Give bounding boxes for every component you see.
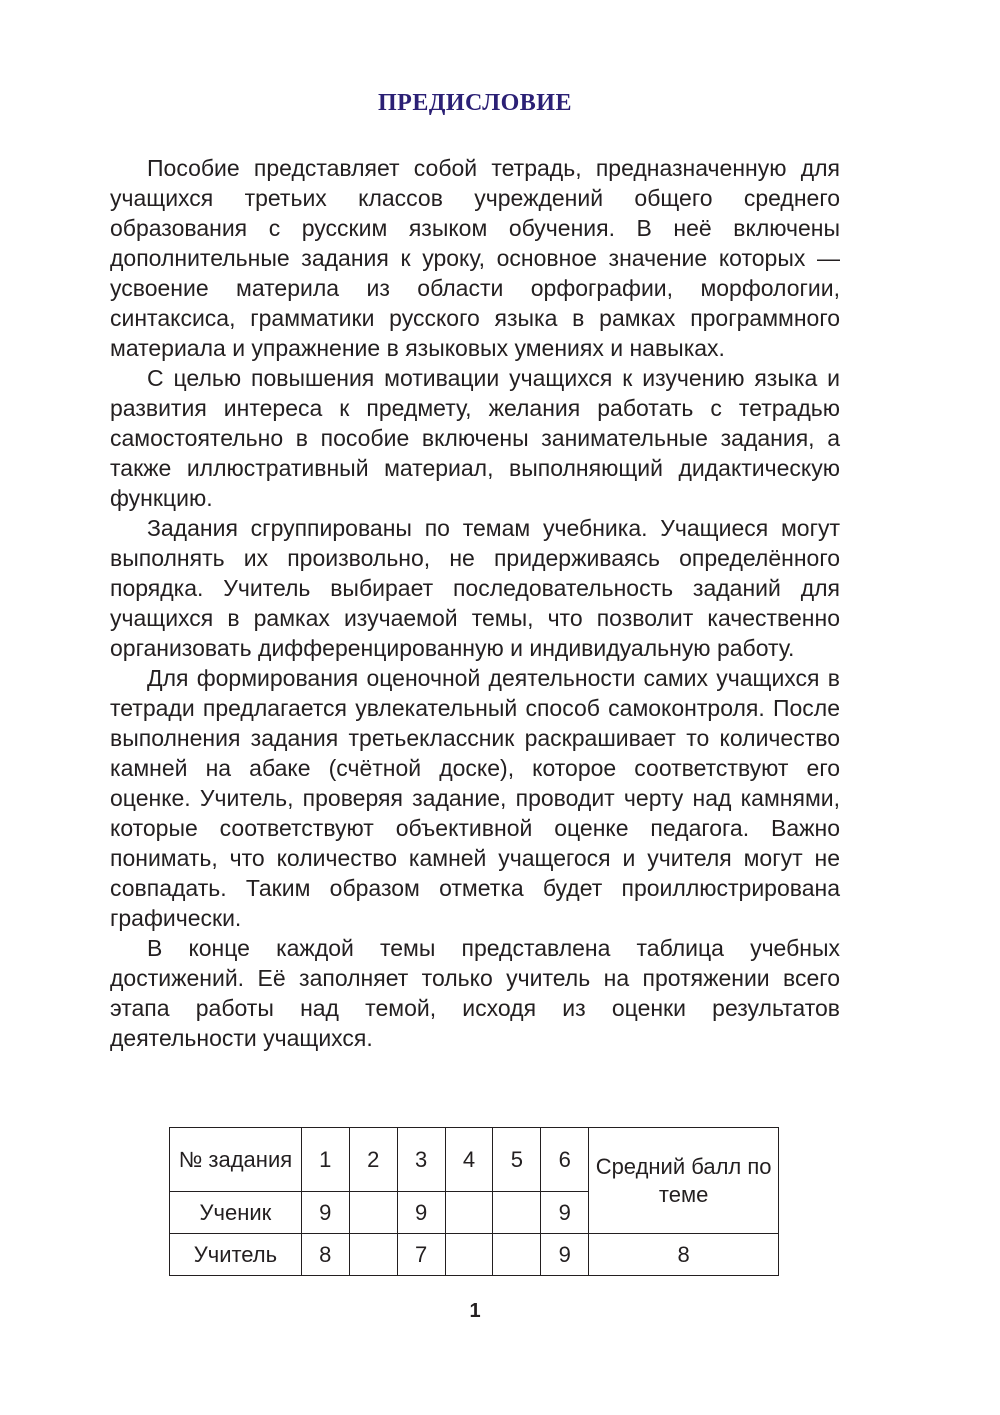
task-number-cell: 3 <box>397 1128 445 1192</box>
average-score-header: Средний балл по теме <box>589 1128 779 1234</box>
score-cell: 9 <box>541 1192 589 1234</box>
paragraph-5: В конце каждой темы представлена таблица учебных достижений. Её заполняет только учитель на протяжении всего этапа работы над темой, исходя из оценки результатов деятельности учащихся. <box>110 935 840 1051</box>
task-number-cell: 4 <box>445 1128 493 1192</box>
score-cell <box>445 1234 493 1276</box>
score-cell <box>445 1192 493 1234</box>
task-number-header: № задания <box>170 1128 302 1192</box>
score-cell: 9 <box>541 1234 589 1276</box>
task-number-cell: 5 <box>493 1128 541 1192</box>
task-number-cell: 1 <box>301 1128 349 1192</box>
score-cell: 8 <box>301 1234 349 1276</box>
task-number-cell: 2 <box>349 1128 397 1192</box>
table-header-row <box>170 1128 779 1192</box>
score-cell: 9 <box>301 1192 349 1234</box>
score-cell: 9 <box>397 1192 445 1234</box>
preface-text <box>110 153 840 1053</box>
paragraph-3: Задания сгруппированы по темам учебника. Учащиеся могут выполнять их произвольно, не придерживаясь определённого порядка. Учитель выбирает последовательность заданий для учащихся в рамках изучаемой темы, что позволит качественно организовать дифференцированную и индивидуальную работу. <box>110 515 840 661</box>
paragraph-4: Для формирования оценочной деятельности самих учащихся в тетради предлагается увлекательный способ самоконтроля. После выполнения задания третьеклассник раскрашивает то количество камней на абаке (счётной доске), которое соответствуют его оценке. Учитель, проверяя задание, проводит черту над камнями, которые соответствуют объективной оценке педагога. Важно понимать, что количество камней учащегося и учителя могут не совпадать. Таким образом отметка будет проиллюстрирована графически. <box>110 665 840 931</box>
score-cell <box>493 1234 541 1276</box>
achievement-table <box>169 1127 779 1276</box>
task-number-cell: 6 <box>541 1128 589 1192</box>
page-number: 1 <box>469 1300 481 1322</box>
paragraph-1: Пособие представляет собой тетрадь, предназначенную для учащихся третьих классов учреждений общего среднего образования с русским языком обучения. В неё включены дополнительные задания к уроку, основное значение которых — усвоение материла из области орфографии, морфологии, синтаксиса, грамматики русского языка в рамках программного материала и упражнение в языковых умениях и навыках. <box>110 155 840 361</box>
table-row-teacher <box>170 1234 779 1276</box>
score-cell <box>493 1192 541 1234</box>
page-title: ПРЕДИСЛОВИЕ <box>378 90 572 116</box>
score-cell <box>349 1234 397 1276</box>
row-label-student: Ученик <box>170 1192 302 1234</box>
score-cell <box>349 1192 397 1234</box>
row-label-teacher: Учитель <box>170 1234 302 1276</box>
paragraph-2: С целью повышения мотивации учащихся к изучению языка и развития интереса к предмету, желания работать с тетрадью самостоятельно в пособие включены занимательные задания, а также иллюстративный материал, выполняющий дидактическую функцию. <box>110 365 840 511</box>
score-cell: 7 <box>397 1234 445 1276</box>
average-score-value: 8 <box>589 1234 779 1276</box>
